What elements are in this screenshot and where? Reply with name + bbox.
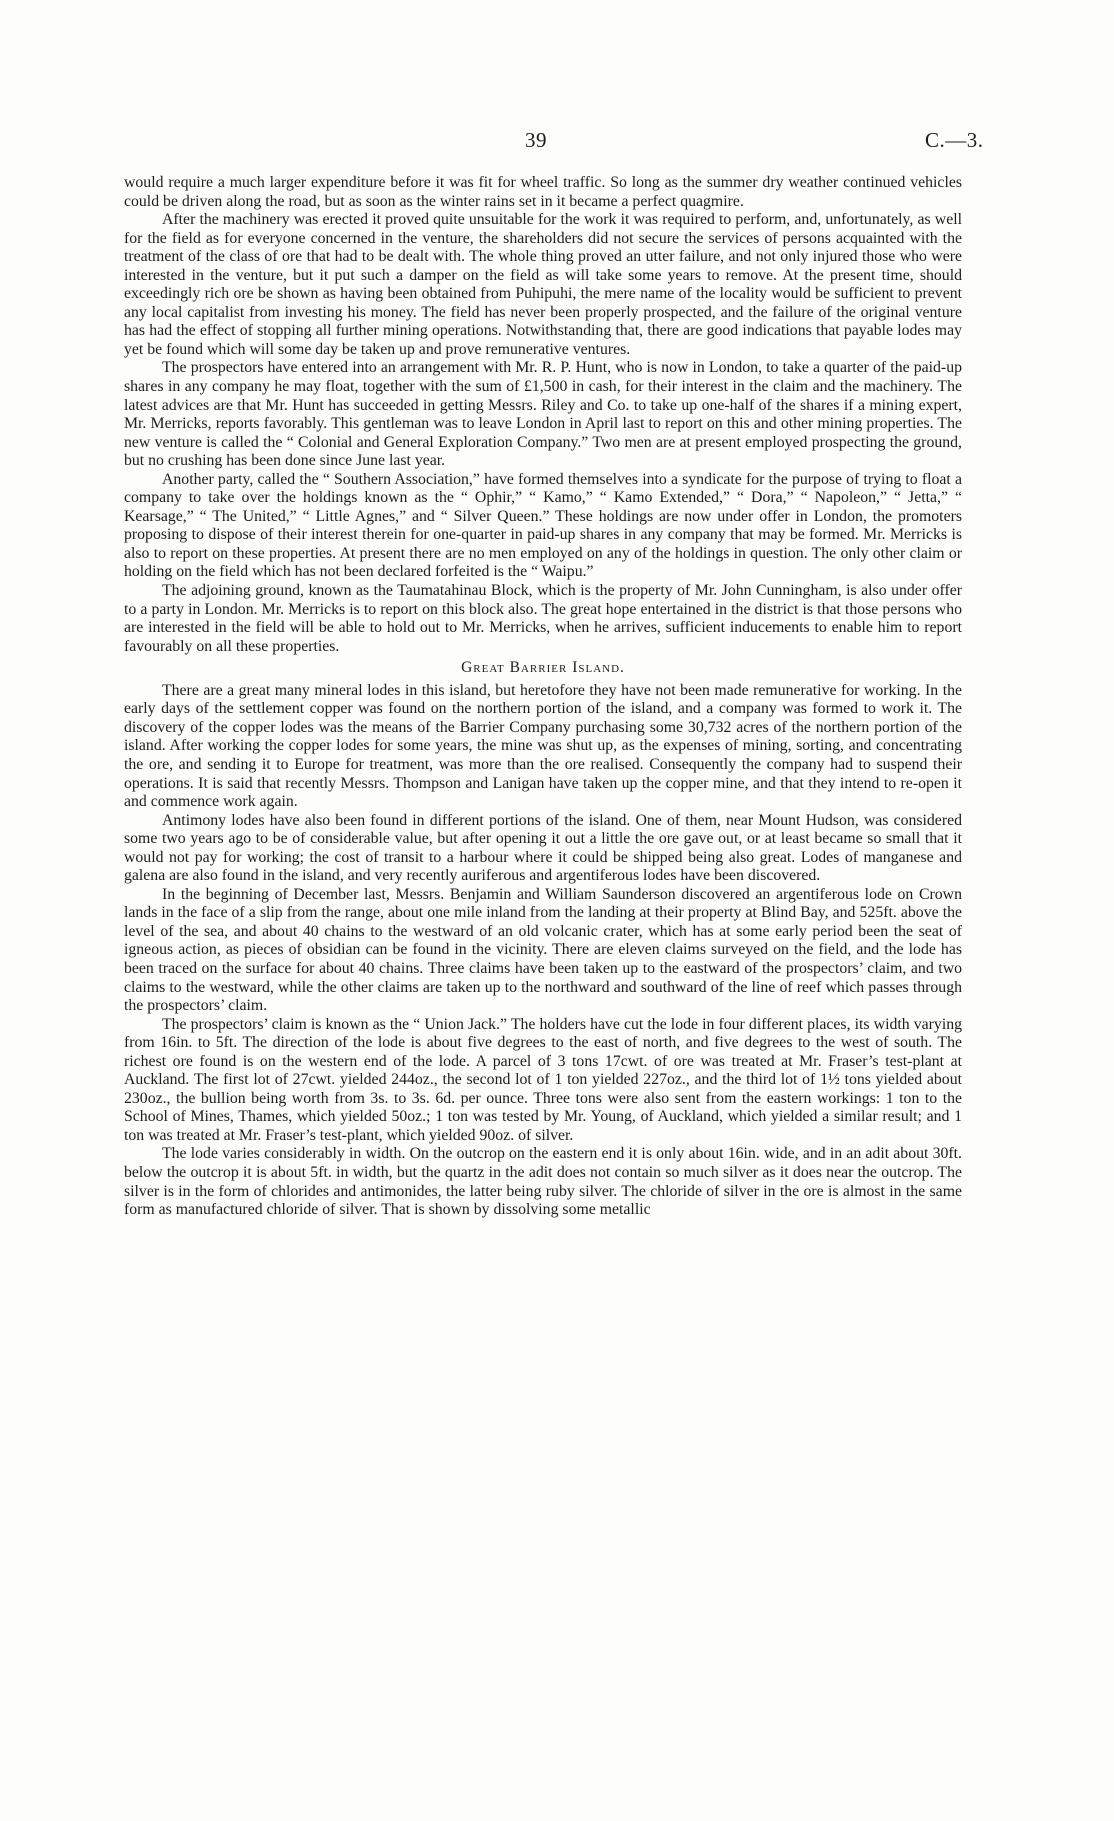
page-header: [0, 128, 1114, 158]
paragraph: Another party, called the “ Southern Association,” have formed themselves into a syndicate for the purpose of trying to float a company to take over the holdings known as the “ Ophir,” “ Kamo,” “ Kamo Extended,” “ Dora,” “ Napoleon,” “ Jetta,” “ Kearsage,” “ The United,” “ Little Agnes,” and “ Silver Queen.” These holdings are now under offer in London, the promoters proposing to dispose of their interest therein for one-quarter in paid-up shares in any company that may be formed. Mr. Merricks is also to report on these properties. At present there are no men employed on any of the holdings in question. The only other claim or holding on the field which has not been declared forfeited is the “ Waipu.”: [124, 470, 962, 581]
paragraph: The lode varies considerably in width. On the outcrop on the eastern end it is only about 16in. wide, and in an adit about 30ft. below the outcrop it is about 5ft. in width, but the quartz in the adit does not contain so much silver as it does near the outcrop. The silver is in the form of chlorides and antimonides, the latter being ruby silver. The chloride of silver in the ore is almost in the same form as manufactured chloride of silver. That is shown by dissolving some metallic: [124, 1145, 962, 1219]
paragraph: Antimony lodes have also been found in different portions of the island. One of them, near Mount Hudson, was considered some two years ago to be of considerable value, but after opening it out a little the ore gave out, or at least became so small that it would not pay for working; the cost of transit to a harbour where it could be shipped being also great. Lodes of manganese and galena are also found in the island, and very recently auriferous and argentiferous lodes have been discovered.: [124, 811, 962, 885]
paragraph: After the machinery was erected it proved quite unsuitable for the work it was required to perform, and, unfortunately, as well for the field as for everyone concerned in the venture, the shareholders did not secure the services of persons acquainted with the treatment of the class of ore that had to be dealt with. The whole thing proved an utter failure, and not only injured those who were interested in the venture, but it put such a damper on the field as will take some years to remove. At the present time, should exceedingly rich ore be shown as having been obtained from Puhipuhi, the mere name of the locality would be sufficient to prevent any local capitalist from investing his money. The field has never been properly prospected, and the failure of the original venture has had the effect of stopping all further mining operations. Notwithstanding that, there are good indications that payable lodes may yet be found which will some day be taken up and prove remunerative ventures.: [124, 211, 962, 358]
page-number: 39: [525, 128, 547, 152]
paper-reference: C.—3.: [925, 128, 984, 152]
section-heading: Great Barrier Island.: [461, 659, 625, 677]
paragraph: The adjoining ground, known as the Taumatahinau Block, which is the property of Mr. John Cunningham, is also under offer to a party in London. Mr. Merricks is to report on this block also. The great hope entertained in the district is that those persons who are interested in the field will be able to hold out to Mr. Merricks, when he arrives, sufficient inducements to enable him to report favourably on all these properties.: [124, 582, 962, 655]
paragraph: The prospectors’ claim is known as the “ Union Jack.” The holders have cut the lode in four different places, its width varying from 16in. to 5ft. The direction of the lode is about five degrees to the east of north, and five degrees to the west of south. The richest ore found is on the western end of the lode. A parcel of 3 tons 17cwt. of ore was treated at Mr. Fraser’s test-plant at Auckland. The first lot of 27cwt. yielded 244oz., the second lot of 1 ton yielded 227oz., and the third lot of 1½ tons yielded about 230oz., the bullion being worth from 3s. to 3s. 6d. per ounce. Three tons were also sent from the eastern workings: 1 ton to the School of Mines, Thames, which yielded 50oz.; 1 ton was tested by Mr. Young, of Auckland, which yielded a similar result; and 1 ton was treated at Mr. Fraser’s test-plant, which yielded 90oz. of silver.: [124, 1015, 962, 1144]
paragraph: The prospectors have entered into an arrangement with Mr. R. P. Hunt, who is now in London, to take a quarter of the paid-up shares in any company he may float, together with the sum of £1,500 in cash, for their interest in the claim and the machinery. The latest advices are that Mr. Hunt has succeeded in getting Messrs. Riley and Co. to take up one-half of the shares if a mining expert, Mr. Merricks, reports favorably. This gentleman was to leave London in April last to report on this and other mining properties. The new venture is called the “ Colonial and General Exploration Company.” Two men are at present employed prospecting the ground, but no crushing has been done since June last year.: [124, 359, 962, 470]
paragraph: In the beginning of December last, Messrs. Benjamin and William Saunderson discovered an argentiferous lode on Crown lands in the face of a slip from the range, about one mile inland from the landing at their property at Blind Bay, and 525ft. above the level of the sea, and about 40 chains to the westward of an old volcanic crater, which has at some early period been the seat of igneous action, as pieces of obsidian can be found in the vicinity. There are eleven claims surveyed on the field, and the lode has been traced on the surface for about 40 chains. Three claims have been taken up to the eastward of the prospectors’ claim, and two claims to the westward, while the other claims are taken up to the northward and southward of the line of reef which passes through the prospectors’ claim.: [124, 885, 962, 1015]
paragraph: There are a great many mineral lodes in this island, but heretofore they have not been made remunerative for working. In the early days of the settlement copper was found on the northern portion of the island, and a company was formed to work it. The discovery of the copper lodes was the means of the Barrier Company purchasing some 30,732 acres of the northern portion of the island. After working the copper lodes for some years, the mine was shut up, as the expenses of mining, sorting, and concentrating the ore, and sending it to Europe for treatment, was more than the ore realised. Consequently the company had to suspend their operations. It is said that recently Messrs. Thompson and Lanigan have taken up the copper mine, and that they intend to re-open it and commence work again.: [124, 681, 962, 811]
body-text: [124, 174, 962, 1220]
paragraph: would require a much larger expenditure before it was fit for wheel traffic. So long as the summer dry weather continued vehicles could be driven along the road, but as soon as the winter rains set in it became a perfect quagmire.: [124, 174, 962, 210]
